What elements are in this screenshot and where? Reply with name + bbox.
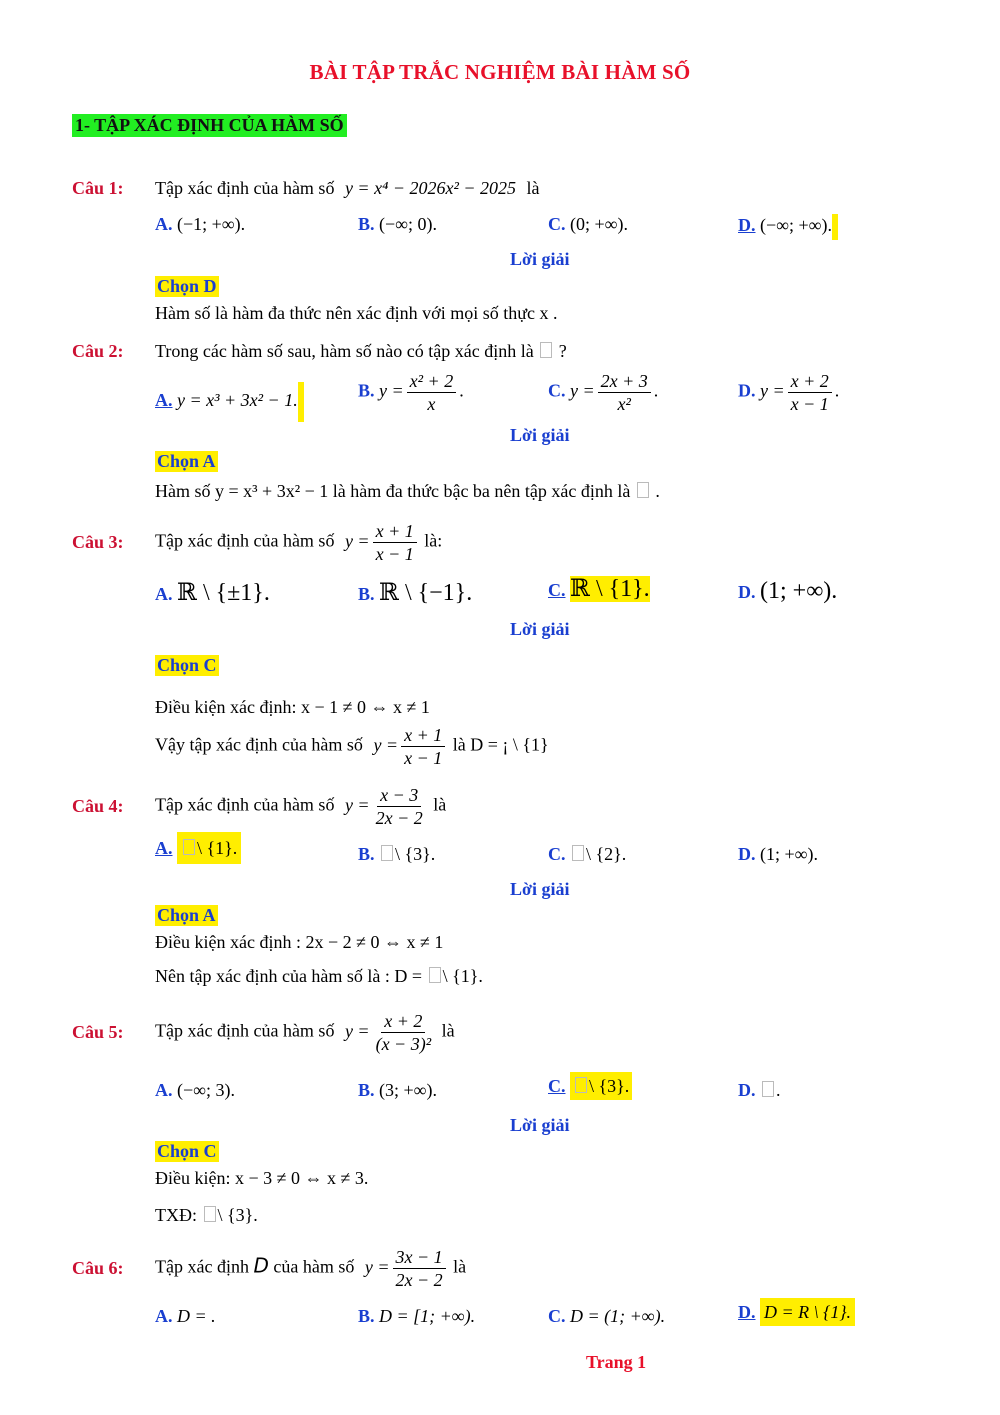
- option-value: y = x³ + 3x² − 1.: [177, 390, 298, 411]
- option-value: \ {1}.: [197, 838, 238, 858]
- question-3-text: Tập xác định của hàm số y = $\frac{x + 1}{x - 1}$ là:: [155, 521, 443, 564]
- solution-label: Lời giải: [510, 619, 570, 639]
- solution-label: Lời giải: [510, 249, 570, 269]
- option-value: D = (1; +∞).: [570, 1306, 666, 1326]
- explanation-text: Nên tập xác định của hàm số là : D =: [155, 966, 423, 986]
- numerator: x − 3: [377, 784, 421, 807]
- real-set-icon: [637, 482, 649, 498]
- explanation-text: \ {3}.: [217, 1205, 258, 1225]
- option-c[interactable]: [548, 844, 626, 865]
- question-6-label: Câu 6:: [72, 1258, 124, 1278]
- solution-label: Lời giải: [510, 1115, 570, 1135]
- question-suffix: là: [441, 1020, 455, 1041]
- option-letter: B.: [358, 1080, 375, 1100]
- answer-badge: Chọn C: [157, 655, 217, 675]
- option-letter: A.: [155, 390, 173, 411]
- option-letter: A.: [155, 1306, 173, 1326]
- option-value: ℝ \ {1}.: [570, 576, 650, 602]
- section-heading: 1- TẬP XÁC ĐỊNH CỦA HÀM SỐ: [72, 114, 347, 137]
- fraction: [373, 520, 417, 565]
- option-d[interactable]: [738, 578, 837, 605]
- option-letter: D.: [738, 844, 756, 864]
- answer-badge: Chọn D: [157, 276, 217, 296]
- fraction: [407, 370, 457, 415]
- fraction: [598, 370, 651, 415]
- question-suffix: ?: [558, 341, 567, 361]
- solution-label: Lời giải: [510, 879, 570, 899]
- option-value: (0; +∞).: [570, 214, 628, 234]
- question-5-label: Câu 5:: [72, 1022, 124, 1042]
- option-a[interactable]: [155, 1306, 216, 1327]
- question-text: Tập xác định của hàm số: [155, 1020, 335, 1041]
- option-c[interactable]: C. y = $\frac{2x + 3}{\text{x²}}$ .: [548, 371, 659, 414]
- option-c[interactable]: [548, 574, 650, 603]
- option-value: (3; +∞).: [379, 1080, 437, 1100]
- option-a[interactable]: [155, 578, 270, 607]
- denominator: x − 1: [375, 544, 414, 564]
- option-letter: A.: [155, 214, 173, 234]
- option-letter: B.: [358, 1306, 375, 1326]
- option-a[interactable]: [155, 1080, 235, 1101]
- option-a[interactable]: [155, 838, 241, 859]
- question-4-label: Câu 4:: [72, 796, 124, 816]
- option-highlight: [570, 1072, 632, 1100]
- question-text: của hàm số: [273, 1256, 355, 1277]
- question-6-text: Tập xác định D của hàm số y = $\frac{3x - 1}{2x - 2}$ là: [155, 1247, 467, 1290]
- fraction: [393, 1246, 446, 1291]
- option-d[interactable]: [738, 1302, 855, 1323]
- real-set-icon: [381, 845, 393, 861]
- denominator: x: [427, 394, 436, 414]
- real-set-icon: [429, 967, 441, 983]
- option-value: y =: [570, 380, 595, 401]
- numerator: 2x + 3: [598, 370, 651, 393]
- option-letter: C.: [548, 214, 566, 234]
- option-value: D = .: [177, 1306, 216, 1326]
- option-letter: D.: [738, 215, 756, 236]
- explanation: [155, 1205, 258, 1226]
- explanation: Hàm số là hàm đa thức nên xác định với mọi số thực x .: [155, 303, 558, 323]
- numerator: x + 2: [381, 1010, 425, 1033]
- denominator: x − 1: [790, 394, 829, 414]
- option-letter: D.: [738, 380, 756, 401]
- question-suffix: là:: [424, 530, 443, 551]
- question-2-text: [155, 341, 567, 362]
- option-value: ℝ \ {−1}.: [379, 580, 473, 606]
- option-d[interactable]: [738, 1080, 781, 1101]
- answer-badge: Chọn A: [157, 905, 216, 925]
- option-letter: B.: [358, 214, 375, 234]
- option-letter: B.: [358, 380, 375, 401]
- option-value: \ {3}.: [589, 1076, 630, 1096]
- question-5-text: Tập xác định của hàm số y = $\frac{x + 2}{\text{(x − 3)²}}$ là: [155, 1011, 455, 1054]
- option-a[interactable]: [155, 382, 304, 422]
- option-value: D = [1; +∞).: [379, 1306, 476, 1326]
- denominator: 2x − 2: [395, 1270, 443, 1290]
- fraction: [401, 724, 445, 769]
- real-set-icon: [575, 1077, 587, 1093]
- variable: D: [253, 1253, 269, 1278]
- option-value: y =: [379, 380, 404, 401]
- question-1-label: Câu 1:: [72, 178, 124, 198]
- real-set-icon: [204, 1206, 216, 1222]
- option-b[interactable]: B. y = $\frac{\text{x² + 2}}{x}$ .: [358, 371, 464, 414]
- fraction: [373, 1010, 435, 1055]
- explanation: [155, 966, 483, 987]
- option-value: (1; +∞).: [760, 844, 818, 864]
- option-value: (−∞; 0).: [379, 214, 437, 234]
- option-letter: A.: [155, 584, 173, 604]
- option-letter: C.: [548, 1076, 566, 1096]
- question-suffix: là: [526, 178, 540, 198]
- numerator: x + 2: [788, 370, 832, 393]
- fraction: [788, 370, 832, 415]
- explanation-text: Hàm số y = x³ + 3x² − 1 là hàm đa thức bậc ba nên tập xác định là: [155, 481, 631, 501]
- question-suffix: là: [433, 794, 447, 815]
- fraction: [373, 784, 426, 829]
- question-2-label: Câu 2:: [72, 341, 124, 361]
- formula: y = x⁴ − 2026x² − 2025: [344, 178, 516, 198]
- option-c[interactable]: [548, 1076, 632, 1097]
- option-letter: C.: [548, 844, 566, 864]
- option-value: (−1; +∞).: [177, 214, 246, 234]
- option-value: .: [776, 1080, 781, 1100]
- explanation: Hàm số y = x³ + 3x² − 1 là hàm đa thức bậc ba nên tập xác định là .: [155, 481, 660, 501]
- answer-badge: Chọn C: [157, 1141, 217, 1161]
- option-letter: A.: [155, 838, 173, 858]
- denominator: x − 1: [404, 748, 443, 768]
- question-text: Tập xác định: [155, 1256, 249, 1277]
- question-suffix: là: [453, 1256, 467, 1277]
- highlight-mark: [298, 382, 304, 422]
- real-set-icon: [540, 342, 552, 358]
- option-value: (1; +∞).: [760, 578, 838, 604]
- option-b[interactable]: [358, 1080, 437, 1101]
- denominator: x²: [617, 394, 631, 414]
- question-3-label: Câu 3:: [72, 532, 124, 552]
- page-title: BÀI TẬP TRẮC NGHIỆM BÀI HÀM SỐ: [309, 60, 691, 84]
- option-value: (−∞; +∞).: [760, 215, 832, 236]
- real-set-icon: [762, 1081, 774, 1097]
- question-1-text: [155, 178, 540, 199]
- option-highlight: [177, 832, 241, 864]
- question-text: Trong các hàm số sau, hàm số nào có tập xác định là: [155, 341, 534, 361]
- option-b[interactable]: [358, 844, 435, 865]
- option-letter: C.: [548, 580, 566, 600]
- option-value: \ {3}.: [395, 844, 436, 864]
- option-value: y =: [760, 380, 785, 401]
- question-text: Tập xác định của hàm số: [155, 530, 335, 551]
- option-letter: D.: [738, 1302, 756, 1322]
- option-value: D = R \ {1}.: [760, 1298, 855, 1326]
- option-b[interactable]: [358, 578, 472, 607]
- explanation: Điều kiện xác định: x − 1 ≠ 0 ⇔ x ≠ 1: [155, 697, 430, 717]
- denominator: 2x − 2: [375, 808, 423, 828]
- option-c[interactable]: [548, 214, 628, 235]
- solution-label: Lời giải: [510, 425, 570, 445]
- real-set-icon: [183, 839, 195, 855]
- explanation-text: là D = ¡ \ {1}: [452, 734, 549, 755]
- numerator: x + 1: [401, 724, 445, 747]
- option-a[interactable]: [155, 214, 245, 235]
- option-letter: D.: [738, 1080, 756, 1100]
- numerator: x + 1: [373, 520, 417, 543]
- explanation-text: TXĐ:: [155, 1205, 197, 1225]
- option-c[interactable]: [548, 1306, 665, 1327]
- option-letter: B.: [358, 844, 375, 864]
- numerator: 3x − 1: [393, 1246, 446, 1269]
- option-b[interactable]: [358, 214, 437, 235]
- answer-badge: Chọn A: [157, 451, 216, 471]
- option-value: ℝ \ {±1}.: [177, 580, 270, 606]
- option-letter: C.: [548, 380, 566, 401]
- explanation: Điều kiện: x − 3 ≠ 0 ⇔ x ≠ 3.: [155, 1168, 369, 1188]
- real-set-icon: [572, 845, 584, 861]
- option-d[interactable]: [738, 844, 818, 865]
- option-value: (−∞; 3).: [177, 1080, 235, 1100]
- option-value: \ {2}.: [586, 844, 627, 864]
- question-text: Tập xác định của hàm số: [155, 178, 335, 198]
- option-letter: D.: [738, 582, 756, 602]
- option-letter: A.: [155, 1080, 173, 1100]
- page-number: Trang 1: [586, 1352, 647, 1372]
- option-letter: B.: [358, 584, 375, 604]
- explanation: Vậy tập xác định của hàm số y = $\frac{x + 1}{x - 1}$ là D = ¡ \ {1}: [155, 725, 549, 768]
- option-letter: C.: [548, 1306, 566, 1326]
- explanation: Điều kiện xác định : 2x − 2 ≠ 0 ⇔ x ≠ 1: [155, 932, 444, 952]
- numerator: x² + 2: [407, 370, 457, 393]
- explanation-text: Vậy tập xác định của hàm số: [155, 734, 363, 755]
- option-b[interactable]: [358, 1306, 475, 1327]
- question-4-text: Tập xác định của hàm số y = $\frac{x - 3}{2x - 2}$ là: [155, 785, 447, 828]
- denominator: (x − 3)²: [375, 1034, 432, 1054]
- explanation-text: \ {1}.: [442, 966, 483, 986]
- option-d[interactable]: D. y = $\frac{x + 2}{x - 1}$ .: [738, 371, 840, 414]
- option-d[interactable]: [738, 214, 838, 240]
- question-text: Tập xác định của hàm số: [155, 794, 335, 815]
- highlight-mark: [832, 214, 838, 240]
